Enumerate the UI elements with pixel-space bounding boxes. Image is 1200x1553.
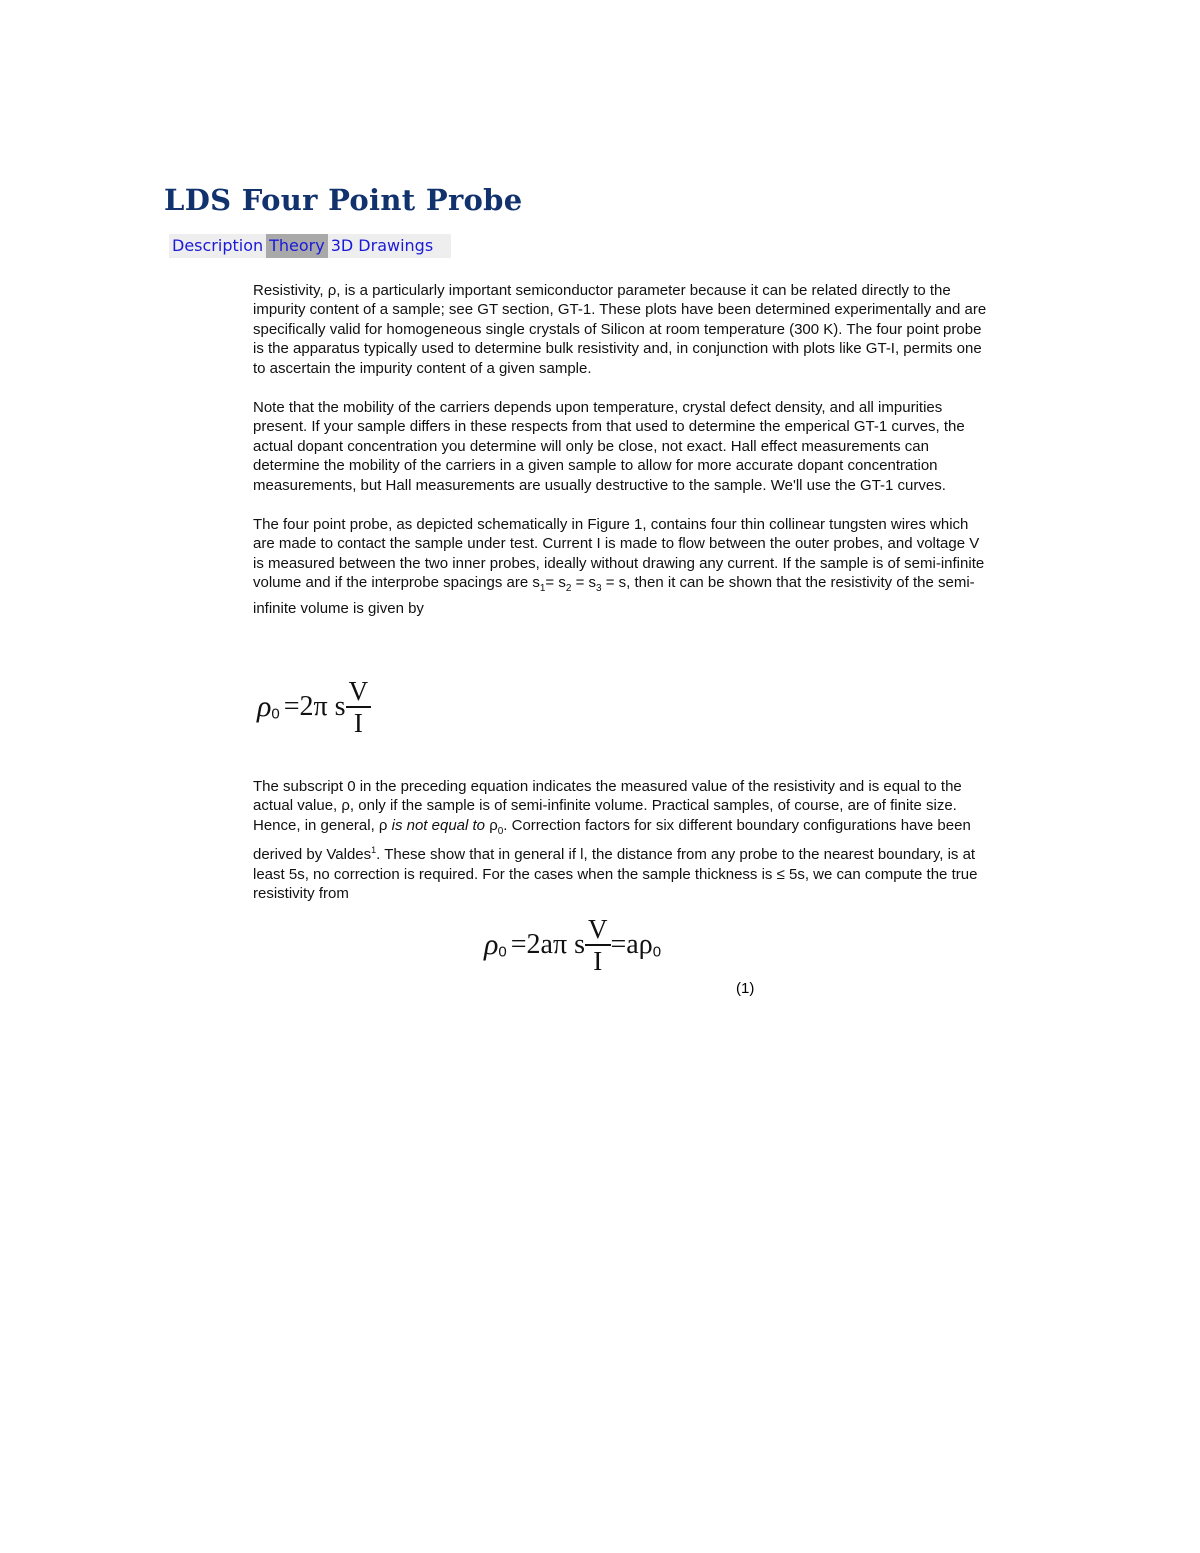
tab-3d-drawings[interactable]: 3D Drawings (330, 236, 434, 255)
rho-symbol: ρ (484, 928, 499, 961)
theory-content (253, 281, 993, 618)
tab-description[interactable]: Description (172, 236, 264, 255)
rho-symbol: ρ (257, 690, 272, 723)
fraction-v-over-i: $\frac{V}{I}$ (346, 676, 372, 738)
equation-number: (1) (736, 980, 755, 997)
tab-theory[interactable]: Theory (266, 234, 328, 258)
page-title: LDS Four Point Probe (164, 183, 523, 217)
paragraph-probe-description: The four point probe, as depicted schematically in Figure 1, contains four thin collinear tungsten wires which are made to contact the sample under test. Current I is made to flow between the outer probes, and voltage V is measured between the two inner probes, ideally without drawing any current. If the sample is of semi-infinite volume and if the interprobe spacings are $s_1= s_2 = s_3 = s$, then it can be shown that the resistivity of the semi-infinite volume is given by (253, 516, 985, 617)
equation-corrected-resistivity: ρ0 =2aπ s $\frac{V}{I}$ =aρ0 (484, 914, 662, 976)
paragraph-mobility: Note that the mobility of the carriers depends upon temperature, crystal defect density, and all impurities present. If your sample differs in these respects from that used to determine the emperical GT-1 curves, the actual dopant concentration you determine will only be close, not exact. Hall effect measurements can determine the mobility of the carriers in a given sample to allow for more accurate dopant concentration measurements, but Hall measurements are usually destructive to the sample. We'll use the GT-1 curves. (253, 399, 965, 494)
equation-semi-infinite-resistivity: ρ0 =2π s $\frac{V}{I}$ (257, 676, 371, 738)
paragraph-resistivity: Resistivity, ρ, is a particularly important semiconductor parameter because it can be related directly to the impurity content of a sample; see GT section, GT-1. These plots have been determined experimentally and are specifically valid for homogeneous single crystals of Silicon at room temperature (300 K). The four point probe is the apparatus typically used to determine bulk resistivity and, in conjunction with plots like GT-I, permits one to ascertain the impurity content of a given sample. (253, 282, 987, 377)
theory-content-continued (253, 777, 993, 923)
fraction-v-over-i: $\frac{V}{I}$ (585, 914, 611, 976)
paragraph-correction-factors: The subscript 0 in the preceding equation indicates the measured value of the resistivity and is equal to the actual value, ρ, only if the sample is of semi-infinite volume. Practical samples, of course, are of finite size. Hence, in general, ρ is not equal to $\rho_0$. Correction factors for six different boundary configurations have been derived by Valdes$^1$. These show that in general if l, the distance from any probe to the nearest boundary, is at least 5s, no correction is required. For the cases when the sample thickness is ≤ 5s, we can compute the true resistivity from (253, 778, 978, 903)
tab-bar (169, 234, 451, 258)
